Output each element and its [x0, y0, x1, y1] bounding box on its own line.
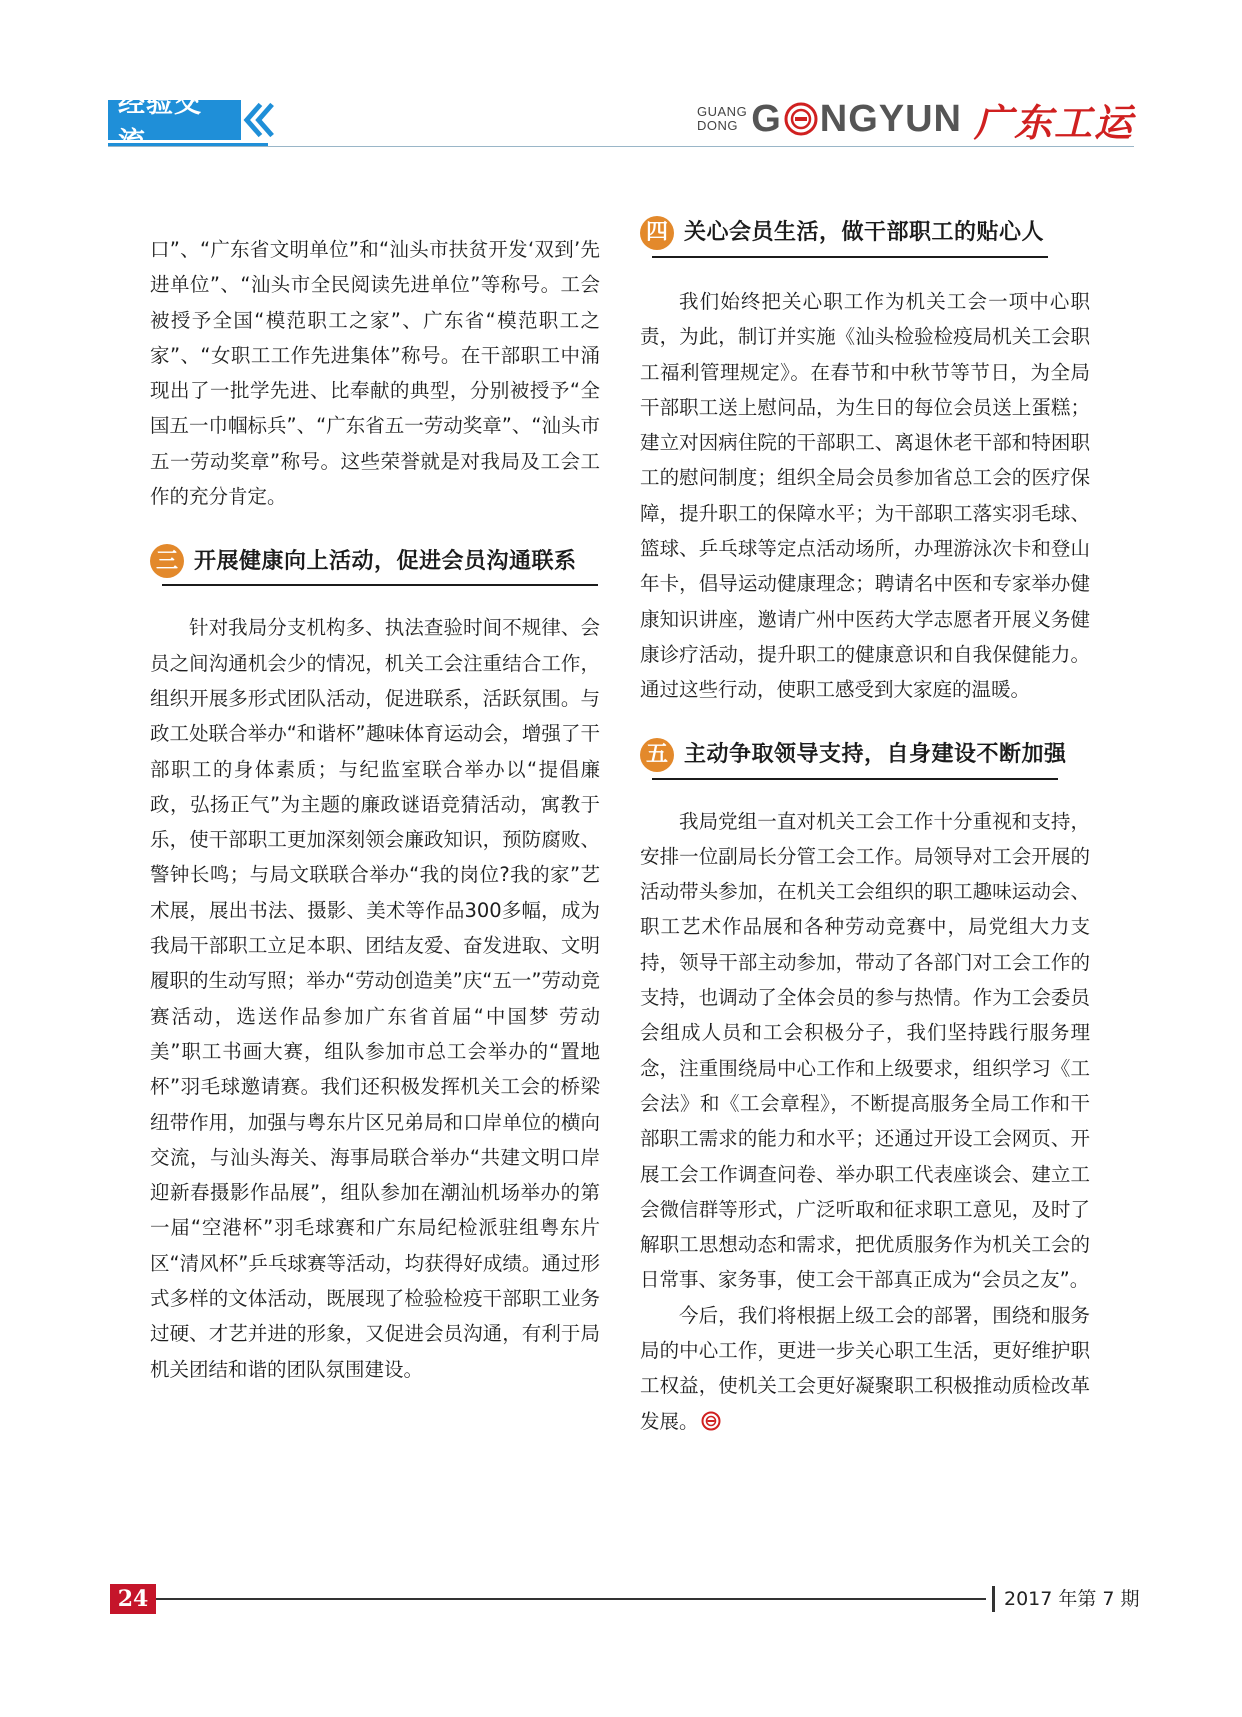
- paragraph-section-3: 针对我局分支机构多、执法查验时间不规律、会员之间沟通机会少的情况，机关工会注重结合工作，组织开展多形式团队活动，促进联系，活跃氛围。与政工处联合举办“和谐杯”趣味体育运动会，增强了干部职工的身体素质；与纪监室联合举办以“提倡廉政，弘扬正气”为主题的廉政谜语竞猜活动，寓教于乐，使干部职工更加深刻领会廉政知识，预防腐败、警钟长鸣；与局文联联合举办“我的岗位?我的家”艺术展，展出书法、摄影、美术等作品300多幅，成为我局干部职工立足本职、团结友爱、奋发进取、文明履职的生动写照；举办“劳动创造美”庆“五一”劳动竞赛活动，选送作品参加广东省首届“中国梦 劳动美”职工书画大赛，组队参加市总工会举办的“置地杯”羽毛球邀请赛。我们还积极发挥机关工会的桥梁纽带作用，加强与粤东片区兄弟局和口岸单位的横向交流，与汕头海关、海事局联合举办“共建文明口岸迎新春摄影作品展”，组队参加在潮汕机场举办的第一届“空港杯”羽毛球赛和广东局纪检派驻组粤东片区“清风杯”乒乓球赛等活动，均获得好成绩。通过形式多样的文体活动，既展现了检验检疫干部职工业务过硬、才艺并进的形象，又促进会员沟通，有利于局机关团结和谐的团队氛围建设。: [150, 616, 600, 1381]
- brand-rest: NGYUN: [819, 97, 962, 140]
- heading-underline: [162, 584, 598, 586]
- magazine-brand: [697, 96, 1134, 145]
- left-column: [150, 232, 600, 1387]
- closing-text: 今后，我们将根据上级工会的部署，围绕和服务局的中心工作，更进一步关心职工生活，更好维护职工权益，使机关工会更好凝聚职工积极推动质检改革发展。: [640, 1303, 1090, 1433]
- section-number-badge: 五: [640, 738, 674, 772]
- paragraph-closing: [640, 1298, 1090, 1439]
- brand-wordmark: [751, 98, 962, 141]
- footer-rule: [156, 1598, 986, 1600]
- union-emblem-icon: [784, 102, 818, 136]
- brand-region: [697, 105, 747, 133]
- end-mark-icon: [701, 1411, 721, 1431]
- brand-region-top: GUANG: [697, 104, 748, 119]
- brand-region-bottom: DONG: [697, 118, 739, 133]
- section-number-badge: 三: [150, 544, 184, 578]
- brand-g: G: [751, 97, 782, 140]
- heading-underline: [652, 778, 1058, 780]
- section-title: 主动争取领导支持，自身建设不断加强: [684, 741, 1067, 767]
- section-heading-3: [150, 538, 600, 584]
- section-heading-5: [640, 732, 1090, 778]
- brand-chinese-title: 广东工运: [973, 99, 1134, 145]
- right-column: [640, 220, 1090, 1439]
- section-heading-4: [640, 210, 1090, 256]
- paragraph-section-5: 我局党组一直对机关工会工作十分重视和支持，安排一位副局长分管工会工作。局领导对工会开展的活动带头参加，在机关工会组织的职工趣味运动会、职工艺术作品展和各种劳动竞赛中，局党组大力支持，领导干部主动参加，带动了各部门对工会工作的支持，也调动了全体会员的参与热情。作为工会委员会组成人员和工会积极分子，我们坚持践行服务理念，注重围绕局中心工作和上级要求，组织学习《工会法》和《工会章程》，不断提高服务全局工作和干部职工需求的能力和水平；还通过开设工会网页、开展工会工作调查问卷、举办职工代表座谈会、建立工会微信群等形式，广泛听取和征求职工意见，及时了解职工思想动态和需求，把优质服务作为机关工会的日常事、家务事，使工会干部真正成为“会员之友”。: [640, 809, 1090, 1292]
- section-title: 开展健康向上活动，促进会员沟通联系: [194, 548, 577, 574]
- issue-label: 2017 年第 7 期: [1004, 1588, 1140, 1610]
- chevron-left-icon: [239, 98, 278, 142]
- footer-divider: [992, 1586, 995, 1612]
- paragraph-section-4: 我们始终把关心职工作为机关工会一项中心职责，为此，制订并实施《汕头检验检疫局机关工会职工福利管理规定》。在春节和中秋节等节日，为全局干部职工送上慰问品，为生日的每位会员送上蛋糕；建立对因病住院的干部职工、离退休老干部和特困职工的慰问制度；组织全局会员参加省总工会的医疗保障，提升职工的保障水平；为干部职工落实羽毛球、篮球、乒乓球等定点活动场所，办理游泳次卡和登山年卡，倡导运动健康理念；聘请名中医和专家举办健康知识讲座，邀请广州中医药大学志愿者开展义务健康诊疗活动，提升职工的健康意识和自我保健能力。通过这些行动，使职工感受到大家庭的温暖。: [640, 290, 1090, 702]
- section-number-badge: 四: [640, 216, 674, 250]
- section-title: 关心会员生活，做干部职工的贴心人: [684, 220, 1045, 246]
- section-tag: [108, 88, 278, 144]
- paragraph-intro: 口”、“广东省文明单位”和“汕头市扶贫开发‘双到’先进单位”、“汕头市全民阅读先进单位”等称号。工会被授予全国“模范职工之家”、广东省“模范职工之家”、“女职工工作先进集体”称号。在干部职工中涌现出了一批学先进、比奉献的典型，分别被授予“全国五一巾帼标兵”、“广东省五一劳动奖章”、“汕头市五一劳动奖章”称号。这些荣誉就是对我局及工会工作的充分肯定。: [150, 238, 600, 509]
- heading-underline: [652, 256, 1048, 258]
- page-number: 24: [110, 1584, 156, 1614]
- section-label: 经验交: [108, 100, 241, 140]
